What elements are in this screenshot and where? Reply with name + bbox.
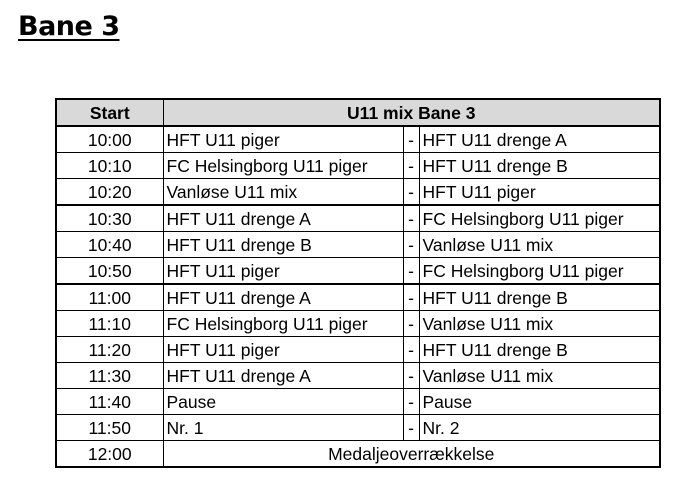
match-time: 10:20	[56, 179, 163, 206]
home-team: HFT U11 drenge A	[163, 284, 403, 311]
versus-separator: -	[403, 153, 419, 179]
header-row	[56, 99, 660, 126]
field-header: U11 mix Bane 3	[163, 99, 660, 126]
table-row	[56, 232, 660, 258]
home-team: Vanløse U11 mix	[163, 179, 403, 206]
versus-separator: -	[403, 389, 419, 415]
versus-separator: -	[403, 415, 419, 441]
away-team: FC Helsingborg U11 piger	[419, 258, 660, 285]
home-team: HFT U11 drenge A	[163, 363, 403, 389]
away-team: HFT U11 drenge B	[419, 153, 660, 179]
versus-separator: -	[403, 337, 419, 363]
final-row	[56, 441, 660, 468]
away-team: HFT U11 drenge A	[419, 126, 660, 153]
start-header: Start	[56, 99, 163, 126]
match-time: 11:50	[56, 415, 163, 441]
schedule-body	[56, 126, 660, 467]
match-time: 10:30	[56, 205, 163, 232]
home-team: FC Helsingborg U11 piger	[163, 311, 403, 337]
match-time: 11:40	[56, 389, 163, 415]
page-title: Bane 3	[18, 11, 120, 42]
versus-separator: -	[403, 363, 419, 389]
home-team: Nr. 1	[163, 415, 403, 441]
match-time: 11:30	[56, 363, 163, 389]
ceremony-cell: Medaljeoverrækkelse	[163, 441, 660, 468]
match-time: 11:20	[56, 337, 163, 363]
away-team: HFT U11 drenge B	[419, 284, 660, 311]
versus-separator: -	[403, 126, 419, 153]
match-time: 10:50	[56, 258, 163, 285]
table-row	[56, 179, 660, 206]
table-row	[56, 153, 660, 179]
away-team: HFT U11 piger	[419, 179, 660, 206]
away-team: Vanløse U11 mix	[419, 311, 660, 337]
match-time: 10:40	[56, 232, 163, 258]
home-team: HFT U11 drenge A	[163, 205, 403, 232]
match-time: 11:00	[56, 284, 163, 311]
away-team: Pause	[419, 389, 660, 415]
table-row	[56, 205, 660, 232]
table-row	[56, 311, 660, 337]
versus-separator: -	[403, 311, 419, 337]
versus-separator: -	[403, 258, 419, 285]
versus-separator: -	[403, 284, 419, 311]
home-team: HFT U11 drenge B	[163, 232, 403, 258]
versus-separator: -	[403, 205, 419, 232]
table-row	[56, 363, 660, 389]
away-team: HFT U11 drenge B	[419, 337, 660, 363]
table-row	[56, 258, 660, 285]
away-team: Nr. 2	[419, 415, 660, 441]
table-row	[56, 126, 660, 153]
match-time: 11:10	[56, 311, 163, 337]
home-team: HFT U11 piger	[163, 337, 403, 363]
match-time: 10:00	[56, 126, 163, 153]
away-team: Vanløse U11 mix	[419, 363, 660, 389]
table-row	[56, 284, 660, 311]
versus-separator: -	[403, 232, 419, 258]
table-row	[56, 415, 660, 441]
away-team: Vanløse U11 mix	[419, 232, 660, 258]
away-team: FC Helsingborg U11 piger	[419, 205, 660, 232]
match-time: 10:10	[56, 153, 163, 179]
match-time: 12:00	[56, 441, 163, 468]
home-team: Pause	[163, 389, 403, 415]
table-row	[56, 389, 660, 415]
table-row	[56, 337, 660, 363]
home-team: FC Helsingborg U11 piger	[163, 153, 403, 179]
versus-separator: -	[403, 179, 419, 206]
home-team: HFT U11 piger	[163, 126, 403, 153]
schedule-table	[55, 98, 661, 468]
home-team: HFT U11 piger	[163, 258, 403, 285]
